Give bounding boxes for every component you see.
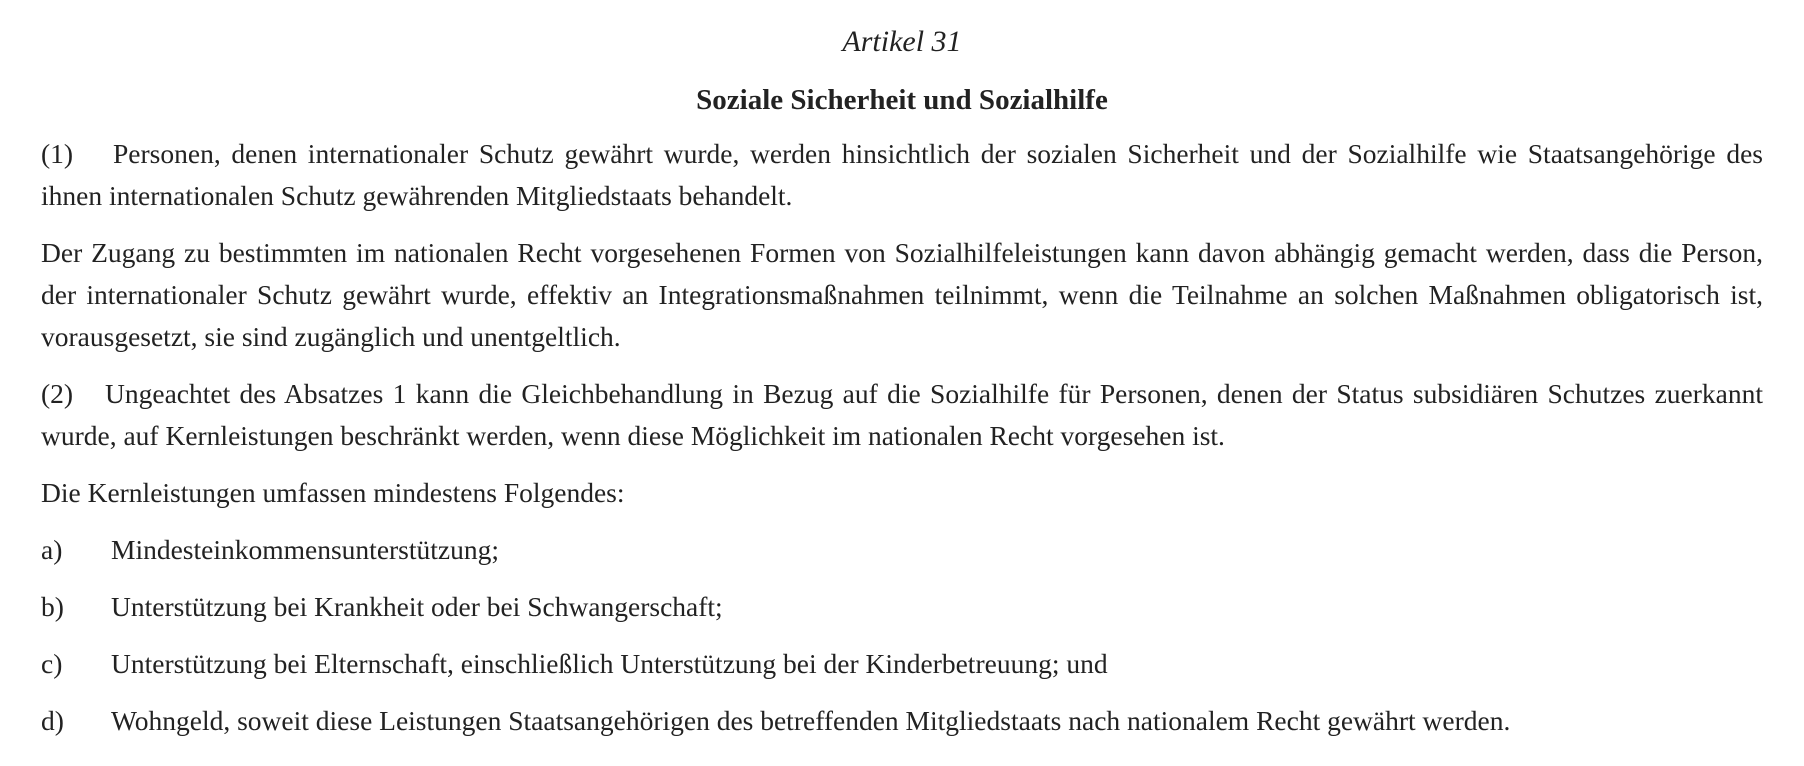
- list-label: c): [41, 648, 63, 679]
- paragraph-number: (1): [41, 138, 74, 169]
- paragraph-text: Die Kernleistungen umfassen mindestens Folgendes:: [41, 477, 625, 508]
- list-text: Wohngeld, soweit diese Leistungen Staatsangehörigen des betreffenden Mitgliedstaats nach nationalem Recht gewährt werden.: [111, 705, 1511, 736]
- list-item-d: [41, 700, 1763, 742]
- list-text: Unterstützung bei Elternschaft, einschließlich Unterstützung bei der Kinderbetreuung; und: [111, 648, 1108, 679]
- article-heading: Soziale Sicherheit und Sozialhilfe: [696, 84, 1108, 116]
- paragraph-1-subparagraph: [41, 232, 1763, 358]
- list-text: Mindesteinkommensunterstützung;: [111, 534, 500, 565]
- list-intro: [41, 472, 1763, 514]
- list-item-a: [41, 529, 1763, 571]
- paragraph-number: (2): [41, 378, 74, 409]
- list-label: b): [41, 591, 64, 622]
- paragraph-text: Ungeachtet des Absatzes 1 kann die Gleichbehandlung in Bezug auf die Sozialhilfe für Personen, denen der Status subsidiären Schutzes zuerkannt wurde, auf Kernleistungen beschränkt werden, wenn diese Möglichkeit im nationalen Recht vorgesehen ist.: [41, 378, 1763, 451]
- paragraph-text: Der Zugang zu bestimmten im nationalen Recht vorgesehenen Formen von Sozialhilfeleistungen kann davon abhängig gemacht werden, dass die Person, der internationaler Schutz gewährt wurde, effektiv an Integrationsmaßnahmen teilnimmt, wenn die Teilnahme an solchen Maßnahmen obligatorisch ist, vorausgesetzt, sie sind zugänglich und unentgeltlich.: [41, 237, 1763, 352]
- list-label: a): [41, 534, 63, 565]
- list-item-c: [41, 643, 1763, 685]
- list-label: d): [41, 705, 64, 736]
- paragraph-1: [41, 133, 1763, 217]
- list-text: Unterstützung bei Krankheit oder bei Schwangerschaft;: [111, 591, 723, 622]
- paragraph-2: [41, 373, 1763, 457]
- list-item-b: [41, 586, 1763, 628]
- paragraph-text: Personen, denen internationaler Schutz gewährt wurde, werden hinsichtlich der sozialen Sicherheit und der Sozialhilfe wie Staatsangehörige des ihnen internationalen Schutz gewährenden Mitgliedstaats behandelt.: [41, 138, 1763, 211]
- article-number: Artikel 31: [842, 25, 962, 58]
